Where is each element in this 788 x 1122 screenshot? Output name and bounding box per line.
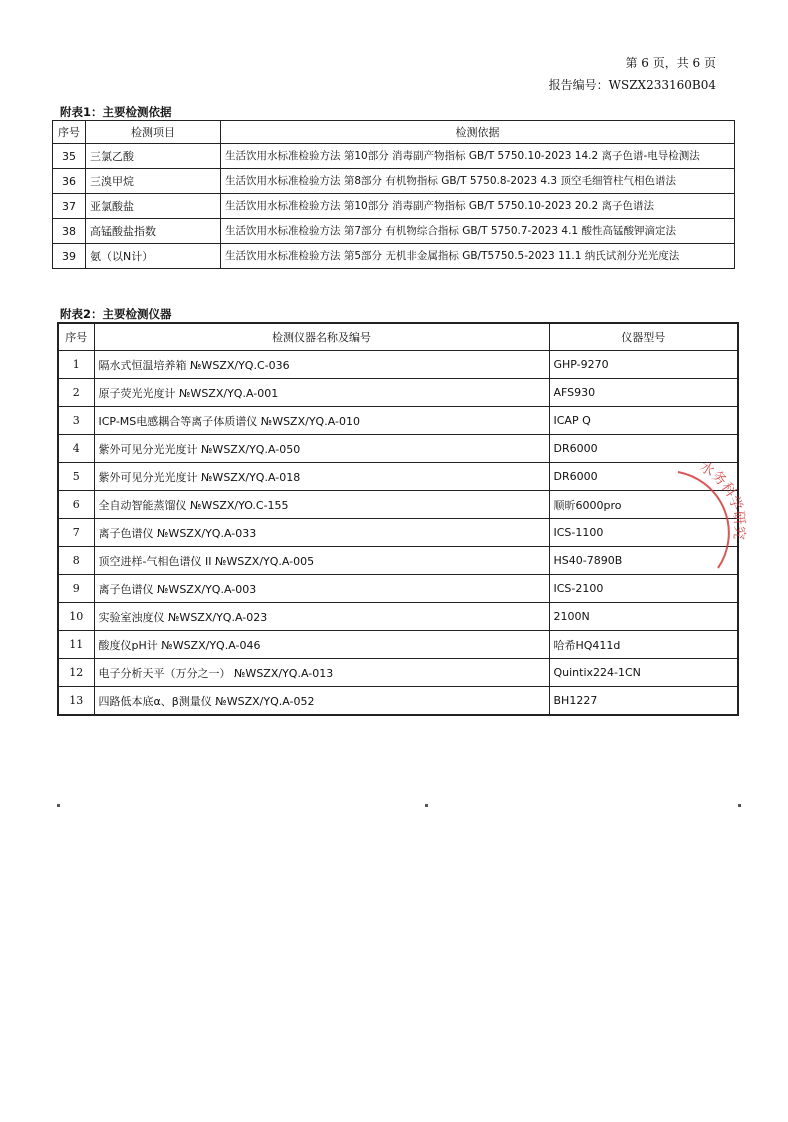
row-number: 2 (58, 379, 94, 407)
instrument-name: 电子分析天平（万分之一） №WSZX/YQ.A-013 (94, 659, 549, 687)
instrument-model: 哈希HQ411d (549, 631, 738, 659)
column-header-basis: 检测依据 (221, 121, 735, 144)
scan-dot (425, 804, 428, 807)
row-number: 7 (58, 519, 94, 547)
test-item: 氨（以N计） (86, 244, 221, 269)
test-item: 三溴甲烷 (86, 169, 221, 194)
scan-dot (57, 804, 60, 807)
instrument-name: 隔水式恒温培养箱 №WSZX/YQ.C-036 (94, 351, 549, 379)
instrument-model: GHP-9270 (549, 351, 738, 379)
instrument-model: ICS-1100 (549, 519, 738, 547)
row-number: 35 (53, 144, 86, 169)
row-number: 8 (58, 547, 94, 575)
instrument-name: ICP-MS电感耦合等离子体质谱仪 №WSZX/YQ.A-010 (94, 407, 549, 435)
row-number: 1 (58, 351, 94, 379)
report-number: 报告编号：WSZX233160B04 (548, 78, 716, 92)
test-basis: 生活饮用水标准检验方法 第5部分 无机非金属指标 GB/T5750.5-2023 11.1 纳氏试剂分光光度法 (221, 244, 735, 269)
table-row (58, 491, 738, 519)
test-item: 三氯乙酸 (86, 144, 221, 169)
table-row (58, 631, 738, 659)
table-row (58, 351, 738, 379)
table-row (53, 219, 735, 244)
column-header-item: 检测项目 (86, 121, 221, 144)
svg-text:水务科学研究: 水务科学研究 (696, 458, 748, 541)
table-row (58, 435, 738, 463)
test-basis: 生活饮用水标准检验方法 第8部分 有机物指标 GB/T 5750.8-2023 4.3 顶空毛细管柱气相色谱法 (221, 169, 735, 194)
row-number: 9 (58, 575, 94, 603)
table-row (58, 379, 738, 407)
table-row (58, 687, 738, 716)
row-number: 6 (58, 491, 94, 519)
row-number: 38 (53, 219, 86, 244)
instrument-name: 顶空进样-气相色谱仪 II №WSZX/YQ.A-005 (94, 547, 549, 575)
instrument-model: 顺昕6000pro (549, 491, 738, 519)
instrument-name: 酸度仪pH计 №WSZX/YQ.A-046 (94, 631, 549, 659)
instrument-name: 四路低本底α、β测量仪 №WSZX/YQ.A-052 (94, 687, 549, 716)
instrument-name: 离子色谱仪 №WSZX/YQ.A-003 (94, 575, 549, 603)
row-number: 3 (58, 407, 94, 435)
table-row (53, 244, 735, 269)
instrument-table (57, 322, 739, 716)
instrument-model: DR6000 (549, 435, 738, 463)
table-row (58, 519, 738, 547)
seal-stamp (640, 442, 770, 582)
table-row (53, 194, 735, 219)
test-basis: 生活饮用水标准检验方法 第7部分 有机物综合指标 GB/T 5750.7-2023 4.1 酸性高锰酸钾滴定法 (221, 219, 735, 244)
instrument-name: 实验室浊度仪 №WSZX/YQ.A-023 (94, 603, 549, 631)
instrument-model: BH1227 (549, 687, 738, 716)
column-header-seq: 序号 (53, 121, 86, 144)
test-item: 亚氯酸盐 (86, 194, 221, 219)
instrument-name: 全自动智能蒸馏仪 №WSZX/YO.C-155 (94, 491, 549, 519)
row-number: 13 (58, 687, 94, 716)
row-number: 10 (58, 603, 94, 631)
table-row (58, 603, 738, 631)
instrument-name: 紫外可见分光光度计 №WSZX/YQ.A-050 (94, 435, 549, 463)
table-header-row (53, 121, 735, 144)
instrument-model: ICAP Q (549, 407, 738, 435)
instrument-model: Quintix224-1CN (549, 659, 738, 687)
table-row (53, 169, 735, 194)
row-number: 4 (58, 435, 94, 463)
table-header-row (58, 323, 738, 351)
row-number: 37 (53, 194, 86, 219)
row-number: 36 (53, 169, 86, 194)
instrument-name: 紫外可见分光光度计 №WSZX/YQ.A-018 (94, 463, 549, 491)
page-number: 第 6 页，共 6 页 (625, 56, 716, 70)
test-basis: 生活饮用水标准检验方法 第10部分 消毒副产物指标 GB/T 5750.10-2023 14.2 离子色谱-电导检测法 (221, 144, 735, 169)
row-number: 5 (58, 463, 94, 491)
table-row (58, 547, 738, 575)
instrument-model: 2100N (549, 603, 738, 631)
instrument-name: 原子荧光光度计 №WSZX/YQ.A-001 (94, 379, 549, 407)
test-item: 高锰酸盐指数 (86, 219, 221, 244)
row-number: 39 (53, 244, 86, 269)
test-basis: 生活饮用水标准检验方法 第10部分 消毒副产物指标 GB/T 5750.10-2023 20.2 离子色谱法 (221, 194, 735, 219)
row-number: 11 (58, 631, 94, 659)
instrument-model: DR6000 (549, 463, 738, 491)
table-row (58, 463, 738, 491)
scan-dot (738, 804, 741, 807)
row-number: 12 (58, 659, 94, 687)
testing-basis-table (52, 120, 735, 269)
instrument-model: ICS-2100 (549, 575, 738, 603)
instrument-model: HS40-7890B (549, 547, 738, 575)
table-row (58, 659, 738, 687)
table1-caption: 附表1：主要检测依据 (60, 105, 172, 119)
table-row (53, 144, 735, 169)
column-header-instrument: 检测仪器名称及编号 (94, 323, 549, 351)
instrument-model: AFS930 (549, 379, 738, 407)
column-header-model: 仪器型号 (549, 323, 738, 351)
column-header-seq: 序号 (58, 323, 94, 351)
table2-caption: 附表2：主要检测仪器 (60, 307, 172, 321)
table-row (58, 575, 738, 603)
table-row (58, 407, 738, 435)
instrument-name: 离子色谱仪 №WSZX/YQ.A-033 (94, 519, 549, 547)
